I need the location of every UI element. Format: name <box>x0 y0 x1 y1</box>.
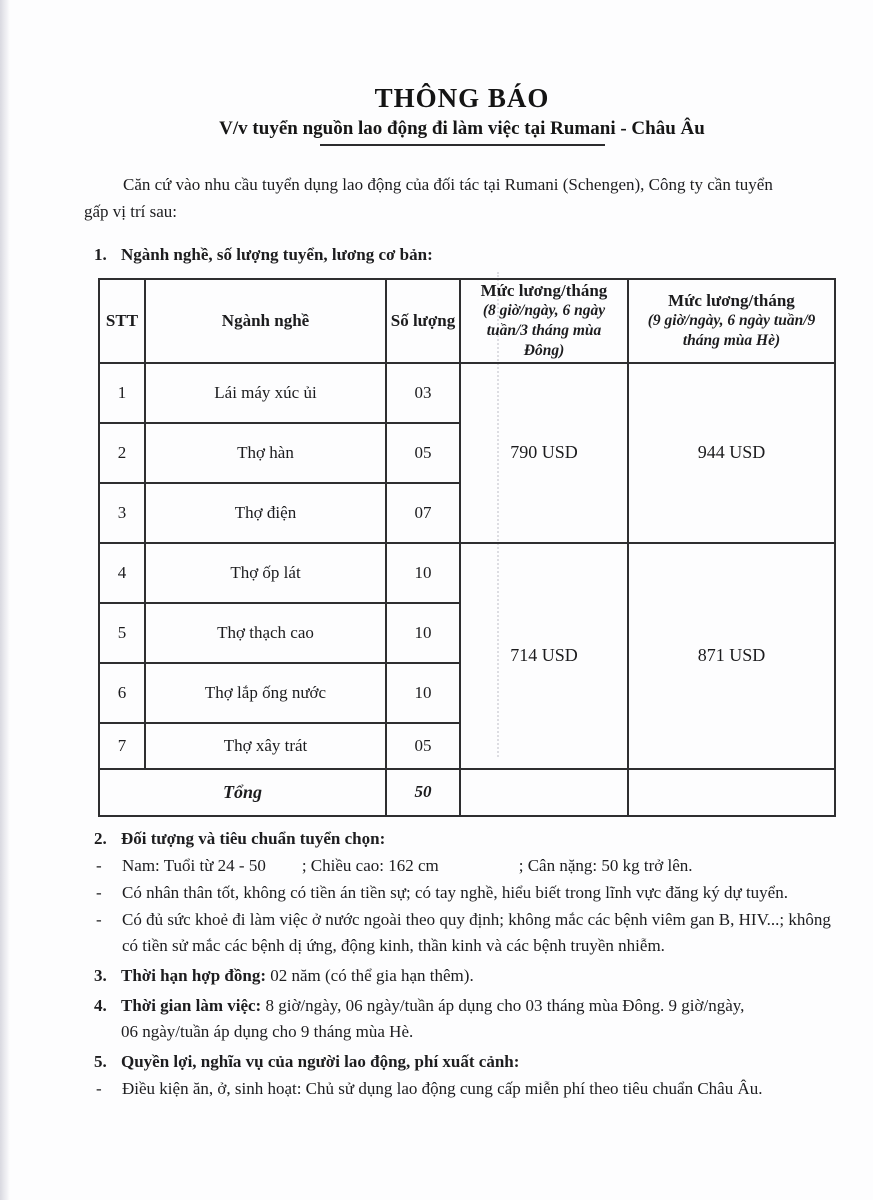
header-salary-winter <box>460 279 628 363</box>
row-qty: 10 <box>386 663 460 723</box>
total-salary-summer-empty <box>628 769 835 816</box>
document-subtitle: V/v tuyển nguồn lao động đi làm việc tại Rumani - Châu Âu <box>219 117 705 139</box>
intro-line-1: Căn cứ vào nhu cầu tuyển dụng lao động của đối tác tại Rumani (Schengen), Công ty cần tuyển <box>123 174 773 194</box>
header-salary-summer-title: Mức lương/tháng <box>668 291 795 311</box>
section-4-row <box>84 993 840 1045</box>
section-3-text: 02 năm (có thể gia hạn thêm). <box>265 965 474 985</box>
header-quantity: Số lượng <box>386 279 460 363</box>
section-1-heading-row <box>84 242 840 268</box>
table-row <box>99 543 835 603</box>
row-stt: 4 <box>99 543 145 603</box>
row-trade: Thợ ốp lát <box>145 543 386 603</box>
header-salary-winter-subtitle: (8 giờ/ngày, 6 ngày tuần/3 tháng mùa Đông) <box>482 302 606 360</box>
row-stt: 3 <box>99 483 145 543</box>
intro-paragraph <box>84 171 840 225</box>
row-trade: Lái máy xúc ủi <box>145 363 386 423</box>
row-trade: Thợ điện <box>145 483 386 543</box>
bullet-dash: - <box>96 909 102 929</box>
criteria-weight: ; Cân nặng: 50 kg trở lên. <box>518 855 693 875</box>
total-label: Tổng <box>99 769 386 816</box>
scan-edge-shading <box>0 0 10 1200</box>
section-4-body <box>121 993 840 1045</box>
section-4-line-2: 06 ngày/tuần áp dụng cho 9 tháng mùa Hè. <box>121 1021 414 1041</box>
header-salary-summer <box>628 279 835 363</box>
section-3-row <box>84 963 840 989</box>
section-5-heading-row <box>84 1049 840 1075</box>
table-row <box>99 363 835 423</box>
header-salary-winter-title: Mức lương/tháng <box>480 281 608 301</box>
section-5-heading: Quyền lợi, nghĩa vụ của người lao động, phí xuất cảnh: <box>121 1051 520 1071</box>
section-4-number: 4. <box>94 995 107 1015</box>
row-qty: 07 <box>386 483 460 543</box>
salary-winter-group-2: 714 USD <box>460 543 628 769</box>
row-trade: Thợ hàn <box>145 423 386 483</box>
salary-summer-group-1: 944 USD <box>628 363 835 543</box>
row-stt: 7 <box>99 723 145 769</box>
row-stt: 6 <box>99 663 145 723</box>
total-qty: 50 <box>386 769 460 816</box>
row-stt: 1 <box>99 363 145 423</box>
section-1-number: 1. <box>94 244 107 264</box>
section-4-label: Thời gian làm việc: <box>121 995 262 1015</box>
jobs-salary-table <box>98 278 836 817</box>
document-title: THÔNG BÁO <box>374 83 550 113</box>
row-trade: Thợ lắp ống nước <box>145 663 386 723</box>
salary-winter-group-1: 790 USD <box>460 363 628 543</box>
section-4-line-1: 8 giờ/ngày, 06 ngày/tuần áp dụng cho 03 tháng mùa Đông. 9 giờ/ngày, <box>261 995 745 1015</box>
bullet-benefits-text: Điều kiện ăn, ở, sinh hoạt: Chủ sử dụng lao động cung cấp miễn phí theo tiêu chuẩn Châu Âu. <box>122 1078 763 1098</box>
bullet-background <box>84 880 840 906</box>
section-3-body <box>121 963 840 989</box>
row-qty: 10 <box>386 543 460 603</box>
section-2-heading-row <box>84 826 840 852</box>
header-stt: STT <box>99 279 145 363</box>
criteria-age: Nam: Tuổi từ 24 - 50 <box>122 855 266 875</box>
bullet-dash: - <box>96 882 102 902</box>
bullet-background-text: Có nhân thân tốt, không có tiền án tiền sự; có tay nghề, hiểu biết trong lĩnh vực đăng ký dự tuyển. <box>122 882 788 902</box>
section-1-heading: Ngành nghề, số lượng tuyển, lương cơ bản: <box>121 244 433 264</box>
bullet-dash: - <box>96 855 102 875</box>
bullet-health-text: Có đủ sức khoẻ đi làm việc ở nước ngoài theo quy định; không mắc các bệnh viêm gan B, HIV...; không có tiền sử mắc các bệnh dị ứng, động kinh, thần kinh và các bệnh truyền nhiễm. <box>122 909 831 955</box>
section-5-number: 5. <box>94 1051 107 1071</box>
row-qty: 05 <box>386 423 460 483</box>
row-qty: 10 <box>386 603 460 663</box>
section-2-number: 2. <box>94 828 107 848</box>
bullet-benefits <box>84 1076 840 1102</box>
table-header-row <box>99 279 835 363</box>
row-stt: 2 <box>99 423 145 483</box>
header-trade: Ngành nghề <box>145 279 386 363</box>
criteria-height: ; Chiều cao: 162 cm <box>301 855 439 875</box>
section-3-label: Thời hạn hợp đồng: <box>121 965 266 985</box>
bullet-health <box>84 907 840 959</box>
section-3-number: 3. <box>94 965 107 985</box>
table-total-row <box>99 769 835 816</box>
section-2-heading: Đối tượng và tiêu chuẩn tuyển chọn: <box>121 828 386 848</box>
criteria-segments <box>122 853 840 879</box>
row-stt: 5 <box>99 603 145 663</box>
header-salary-summer-subtitle: (9 giờ/ngày, 6 ngày tuần/9 tháng mùa Hè) <box>647 312 816 350</box>
intro-line-2: gấp vị trí sau: <box>84 201 178 221</box>
document-content <box>84 0 840 1102</box>
row-trade: Thợ thạch cao <box>145 603 386 663</box>
bullet-dash: - <box>96 1078 102 1098</box>
total-salary-winter-empty <box>460 769 628 816</box>
row-qty: 05 <box>386 723 460 769</box>
criteria-line <box>84 853 840 879</box>
document-header <box>84 82 840 146</box>
row-trade: Thợ xây trát <box>145 723 386 769</box>
salary-summer-group-2: 871 USD <box>628 543 835 769</box>
subtitle-underline <box>320 144 605 146</box>
row-qty: 03 <box>386 363 460 423</box>
